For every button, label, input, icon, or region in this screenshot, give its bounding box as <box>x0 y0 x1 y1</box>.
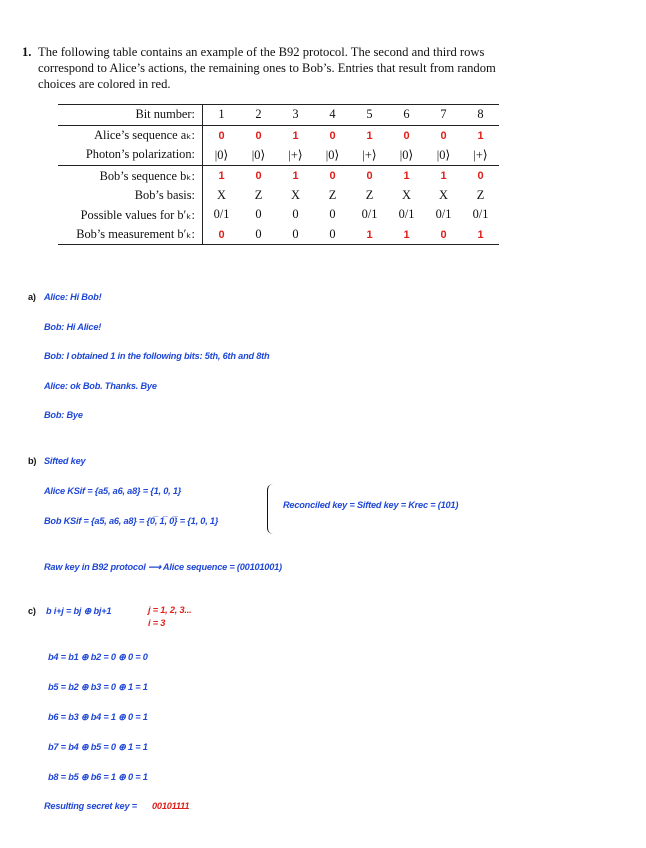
part-a-line: Bob: I obtained 1 in the following bits: 5th, 6th and 8th <box>44 351 270 361</box>
table-cell <box>240 125 277 145</box>
row-label: Possible values for b′ₖ: <box>58 205 203 225</box>
table-cell <box>314 185 351 205</box>
table-cell <box>240 225 277 245</box>
xor-line: b7 = b4 ⊕ b5 = 0 ⊕ 1 = 1 <box>48 742 148 752</box>
table-cell <box>203 165 241 185</box>
red-entry: 0 <box>255 170 262 183</box>
secret-key-value: 00101111 <box>152 801 190 811</box>
table-cell <box>277 205 314 225</box>
red-entry: 1 <box>292 170 299 183</box>
col-header: 7 <box>425 105 462 126</box>
table-header-row <box>58 105 499 126</box>
cell-value: 0 <box>255 207 262 222</box>
xor-line: b5 = b2 ⊕ b3 = 0 ⊕ 1 = 1 <box>48 682 148 692</box>
table-cell <box>351 165 388 185</box>
red-entry: 1 <box>477 129 484 142</box>
col-header: 5 <box>351 105 388 126</box>
table-cell <box>203 145 241 165</box>
alice-sifted-key: Alice KSif = {a5, a6, a8} = {1, 0, 1} <box>44 486 182 496</box>
red-entry: 0 <box>366 170 373 183</box>
table-cell <box>240 165 277 185</box>
table-cell <box>240 205 277 225</box>
cell-value: 0/1 <box>398 207 415 222</box>
red-entry: 0 <box>218 228 225 241</box>
cell-value: 0 <box>255 226 262 241</box>
row-label: Bob’s basis: <box>58 185 203 205</box>
cell-value: 0 <box>329 226 336 241</box>
red-entry: 0 <box>477 170 484 183</box>
red-entry: 1 <box>477 228 484 241</box>
table-cell <box>203 185 241 205</box>
red-entry: 1 <box>440 170 447 183</box>
table-cell <box>277 145 314 165</box>
table-cell <box>277 225 314 245</box>
cell-value: 0/1 <box>435 207 452 222</box>
cell-value: 0 <box>292 226 299 241</box>
problem-number: 1. <box>22 45 32 59</box>
xor-line: b6 = b3 ⊕ b4 = 1 ⊕ 0 = 1 <box>48 712 148 722</box>
cell-value: 0/1 <box>472 207 489 222</box>
red-entry: 0 <box>255 129 262 142</box>
col-header: 3 <box>277 105 314 126</box>
table-cell <box>425 185 462 205</box>
table-cell <box>388 205 425 225</box>
table-cell <box>277 125 314 145</box>
red-entry: 0 <box>329 129 336 142</box>
table-cell <box>351 185 388 205</box>
red-entry: 1 <box>366 129 373 142</box>
red-entry: 0 <box>440 228 447 241</box>
table-row <box>58 145 499 165</box>
cell-value: X <box>291 187 300 202</box>
cell-value: |0⟩ <box>436 147 451 162</box>
table-cell <box>388 185 425 205</box>
table-cell <box>425 225 462 245</box>
table-row <box>58 125 499 145</box>
table-cell <box>462 165 499 185</box>
xor-line: b8 = b5 ⊕ b6 = 1 ⊕ 0 = 1 <box>48 772 148 782</box>
cell-value: |0⟩ <box>251 147 266 162</box>
table-cell <box>425 125 462 145</box>
red-entry: 1 <box>403 170 410 183</box>
table-cell <box>240 185 277 205</box>
row-label: Bob’s measurement b′ₖ: <box>58 225 203 245</box>
red-entry: 0 <box>403 129 410 142</box>
table-cell <box>351 145 388 165</box>
cell-value: Z <box>476 187 485 202</box>
row-label: Alice’s sequence aₖ: <box>58 125 203 145</box>
table-cell <box>277 185 314 205</box>
part-a-line: Alice: Hi Bob! <box>44 292 102 302</box>
table-cell <box>240 145 277 165</box>
table-cell <box>462 205 499 225</box>
table-cell <box>203 125 241 145</box>
cell-value: |+⟩ <box>473 147 488 162</box>
cell-value: 0 <box>329 207 336 222</box>
index-range-i: i = 3 <box>148 618 166 628</box>
table-cell <box>388 225 425 245</box>
index-range-j: j = 1, 2, 3... <box>148 605 192 615</box>
cell-value: 0/1 <box>213 207 230 222</box>
cell-value: 0/1 <box>361 207 378 222</box>
table-cell <box>388 165 425 185</box>
red-entry: 1 <box>403 228 410 241</box>
red-entry: 0 <box>218 129 225 142</box>
cell-value: 0 <box>292 207 299 222</box>
cell-value: X <box>439 187 448 202</box>
cell-value: Z <box>365 187 374 202</box>
cell-value: Z <box>254 187 263 202</box>
table-row <box>58 205 499 225</box>
xor-line: b4 = b1 ⊕ b2 = 0 ⊕ 0 = 0 <box>48 652 148 662</box>
part-a-line: Bob: Hi Alice! <box>44 322 102 332</box>
bob-sifted-key: Bob KSif = {a5, a6, a8} = {0̅, 1̅, 0̅} = {1, 0, 1} <box>44 516 219 526</box>
secret-key-label: Resulting secret key = <box>44 801 137 811</box>
table-cell <box>351 205 388 225</box>
table-cell <box>351 125 388 145</box>
table-cell <box>351 225 388 245</box>
cell-value: |+⟩ <box>288 147 303 162</box>
problem-text: The following table contains an example of the B92 protocol. The second and third rows correspond to Alice’s actions, the remaining ones to Bob’s. Entries that result from random choices are colored in red. <box>38 45 496 91</box>
table-cell <box>203 225 241 245</box>
col-header: 2 <box>240 105 277 126</box>
cell-value: |0⟩ <box>325 147 340 162</box>
col-header: 8 <box>462 105 499 126</box>
col-header: 4 <box>314 105 351 126</box>
table-cell <box>314 145 351 165</box>
privacy-formula: b i+j = bj ⊕ bj+1 <box>46 606 112 616</box>
part-a-line: Alice: ok Bob. Thanks. Bye <box>44 381 157 391</box>
cell-value: Z <box>328 187 337 202</box>
table-cell <box>277 165 314 185</box>
row-label: Photon’s polarization: <box>58 145 203 165</box>
table-cell <box>425 165 462 185</box>
brace <box>267 484 278 534</box>
table-cell <box>425 205 462 225</box>
cell-value: X <box>217 187 226 202</box>
part-b-label: b) <box>28 456 37 466</box>
table-row <box>58 165 499 185</box>
table-cell <box>462 125 499 145</box>
table-cell <box>388 125 425 145</box>
part-a-label: a) <box>28 292 36 302</box>
table-cell <box>314 125 351 145</box>
table-cell <box>462 185 499 205</box>
red-entry: 1 <box>218 170 225 183</box>
reconciled-key: Reconciled key = Sifted key = Krec = (101) <box>283 500 459 510</box>
cell-value: |0⟩ <box>399 147 414 162</box>
table-cell <box>314 165 351 185</box>
table-cell <box>314 225 351 245</box>
raw-key: Raw key in B92 protocol ⟶ Alice sequence = (00101001) <box>44 562 282 572</box>
red-entry: 1 <box>292 129 299 142</box>
b92-table <box>58 104 499 245</box>
table-cell <box>425 145 462 165</box>
row-label: Bob’s sequence bₖ: <box>58 165 203 185</box>
table-cell <box>203 205 241 225</box>
part-c-label: c) <box>28 606 36 616</box>
red-entry: 0 <box>440 129 447 142</box>
table-cell <box>388 145 425 165</box>
cell-value: |+⟩ <box>362 147 377 162</box>
table-row <box>58 185 499 205</box>
table-row <box>58 225 499 245</box>
table-cell <box>314 205 351 225</box>
table-cell <box>462 145 499 165</box>
col-header: 1 <box>203 105 241 126</box>
red-entry: 0 <box>329 170 336 183</box>
table-cell <box>462 225 499 245</box>
col-header: 6 <box>388 105 425 126</box>
sifted-key-title: Sifted key <box>44 456 86 466</box>
cell-value: |0⟩ <box>214 147 229 162</box>
red-entry: 1 <box>366 228 373 241</box>
header-label: Bit number: <box>58 105 203 126</box>
problem-statement <box>22 44 528 92</box>
cell-value: X <box>402 187 411 202</box>
part-a-line: Bob: Bye <box>44 410 83 420</box>
